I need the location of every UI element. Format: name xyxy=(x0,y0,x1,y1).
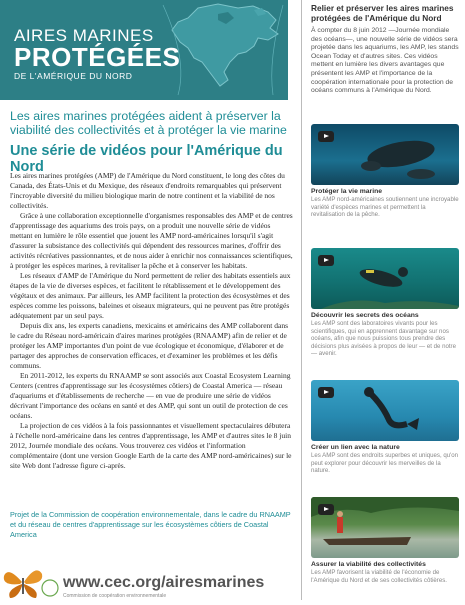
play-icon[interactable] xyxy=(318,255,334,266)
video-title: Créer un lien avec la nature xyxy=(311,444,400,451)
footer-org-name: Commission de coopération environnementale xyxy=(63,593,167,599)
video-thumbnail[interactable] xyxy=(311,380,459,441)
video-title: Assurer la viabilité des collectivités xyxy=(311,561,426,568)
play-icon[interactable] xyxy=(318,504,334,515)
video-title: Découvrir les secrets des océans xyxy=(311,312,419,319)
project-credit: Projet de la Commission de coopération environnementale, dans le cadre du RNAAMP et du réseau de centres d'apprentissage sur les écosystèmes côtiers de Coastal America xyxy=(10,510,291,539)
sidebar-description: À compter du 8 juin 2012 —Journée mondiale des océans—, une nouvelle série de vidéos sera projetée dans les aquariums, les AMP, les stands Ocean Today et d'autres sites. Ces vidéos mettent en lumière les divers avantages que présentent les AMP et l'importance de la coopération internationale pour la protection de océans communs à l'Amérique du Nord. xyxy=(311,27,459,95)
sidebar-title: Relier et préserver les aires marines protégées de l'Amérique du Nord xyxy=(311,3,454,23)
body-paragraph: Les réseaux d'AMP de l'Amérique du Nord permettent de relier des habitats essentiels aux étapes de la vie de diverses espèces, et facilitent le rétablissement et le développement des végétaux et des animaux. Par ailleurs, les AMP facilitent la protection des écosystèmes et des espèces comme les poissons, baleines et oiseaux migrateurs, qui ne peuvent pas être protégés adéquatement par un seul pays. xyxy=(10,271,291,320)
video-thumbnail[interactable] xyxy=(311,497,459,558)
video-card[interactable] xyxy=(311,380,461,475)
website-link[interactable]: www.cec.org/airesmarines xyxy=(63,574,265,591)
video-card[interactable] xyxy=(311,124,461,219)
play-icon[interactable] xyxy=(318,131,334,142)
intro-heading: Les aires marines protégées aident à préserver la viabilité des collectivités et à protéger la vie marine xyxy=(10,109,287,137)
video-title: Protéger la vie marine xyxy=(311,188,383,195)
video-description: Les AMP sont des laboratoires vivants pour les scientifiques, qui en apprennent davantage sur nos océans, afin que nous puissions tous prendre des décisions plus avisées à propos de leur — et de notre — avenir. xyxy=(311,320,456,358)
cec-logo xyxy=(0,560,60,600)
body-paragraph: Grâce à une collaboration exceptionnelle d'organismes responsables des AMP et de centres d'apprentissage des aquariums des trois pays, on a produit une nouvelle série de vidéos mettant en lumière le rôle essentiel que jouent les AMP nord-américaines lorsqu'il s'agit d'assurer la subsistance des collectivités qui dépendent des ressources marines, d'offrir des activités récréatives passionnantes, et de nous aider à enrichir nos connaissances scientifiques, à protéger les espèces marines, à revitaliser la pêche et à conserver les habitats. xyxy=(10,211,293,270)
body-paragraph: En 2011-2012, les experts du RNAAMP se sont associés aux Coastal Ecosystem Learning Centers (centres d'apprentissage sur les écosystèmes côtiers) de Coastal America — réseau d'aquariums et d'établissements de recherche — en vue de produire une série de vidéos décrivant l'importance des océans en santé et des AMP, qui sont un outil de protection de ces océans. xyxy=(10,371,291,420)
north-america-map-icon xyxy=(158,0,288,100)
video-card[interactable] xyxy=(311,497,461,584)
banner-title-line3: DE L'AMÉRIQUE DU NORD xyxy=(14,71,133,81)
header-banner xyxy=(0,0,288,100)
section-subtitle: Une série de vidéos pour l'Amérique du Nord xyxy=(10,143,283,175)
banner-title-line2: PROTÉGÉES xyxy=(14,42,181,72)
column-divider xyxy=(301,0,302,600)
video-description: Les AMP sont des endroits superbes et uniques, qu'on peut explorer pour découvrir les merveilles de la nature. xyxy=(311,452,459,475)
video-description: Les AMP favorisent la viabilité de l'économie de l'Amérique du Nord et de ses collectivités côtières. xyxy=(311,569,447,584)
banner-title-line1: AIRES MARINES xyxy=(14,26,154,45)
play-icon[interactable] xyxy=(318,387,334,398)
body-paragraph: Les aires marines protégées (AMP) de l'Amérique du Nord constituent, le long des côtes du Canada, des États-Unis et du Mexique, des réseaux d'endroits remarquables qui préservent l'incroyable diversité du milieu biologique marin de notre continent et la viabilité de nos collectivités. xyxy=(10,171,285,210)
video-description: Les AMP nord-américaines soutiennent une incroyable variété d'espèces marines et permettent la revitalisation de la pêche. xyxy=(311,196,459,219)
video-thumbnail[interactable] xyxy=(311,248,459,309)
video-card[interactable] xyxy=(311,248,461,358)
butterfly-icon xyxy=(0,560,60,600)
video-thumbnail[interactable] xyxy=(311,124,459,185)
body-paragraph: La projection de ces vidéos à la fois passionnantes et visuellement spectaculaires débutera à l'échelle nord-américaine dans les centres d'apprentissage, les AMP et d'autres sites le 8 juin 2012, Journée mondiale des océans. Vous trouverez ces vidéos et l'information complémentaire (dont une version Google Earth de la carte des AMP nord-américaines) sur le site Web dont l'adresse figure ci-après. xyxy=(10,421,292,470)
article-body xyxy=(10,171,293,471)
body-paragraph: Depuis dix ans, les experts canadiens, mexicains et américains des AMP collaborent dans le cadre du Réseau nord-américain d'aires marines protégées (RNAAMP) afin de relier et de protéger les AMP importantes d'un point de vue écologique et économique, d'élaborer et de partager des approches de conservation efficaces, et d'examiner les problèmes et les défis communs. xyxy=(10,321,288,370)
